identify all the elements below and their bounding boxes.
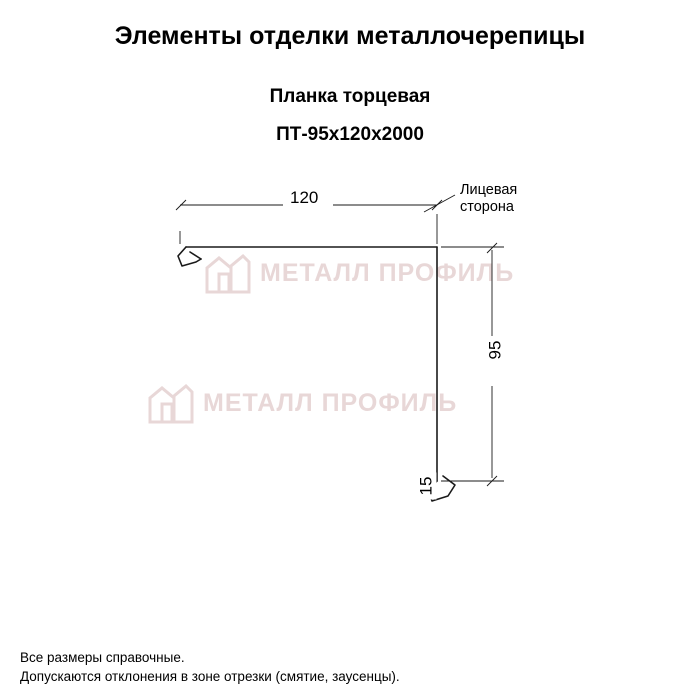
profile-hem-inner — [190, 252, 201, 259]
footer-note-2: Допускаются отклонения в зоне отрезки (смятие, заусенцы). — [20, 669, 400, 684]
footer-notes — [20, 648, 400, 686]
face-side-annotation-line1: Лицевая — [460, 182, 518, 198]
dimension-label-lip: 15 — [416, 473, 436, 500]
face-side-annotation-line2: сторона — [460, 199, 514, 215]
dimension-label-width: 120 — [286, 188, 322, 208]
watermark-text: МЕТАЛЛ ПРОФИЛЬ — [260, 258, 515, 287]
product-name: Планка торцевая — [269, 86, 431, 107]
footer-note-1: Все размеры справочные. — [20, 650, 185, 665]
dimension-label-height: 95 — [485, 337, 505, 364]
product-code: ПТ-95x120x2000 — [276, 124, 424, 145]
leader-line-face — [424, 195, 455, 212]
face-side-annotation — [460, 182, 517, 216]
watermark-text: МЕТАЛЛ ПРОФИЛЬ — [203, 388, 458, 417]
page-title: Элементы отделки металлочерепицы — [114, 22, 586, 50]
